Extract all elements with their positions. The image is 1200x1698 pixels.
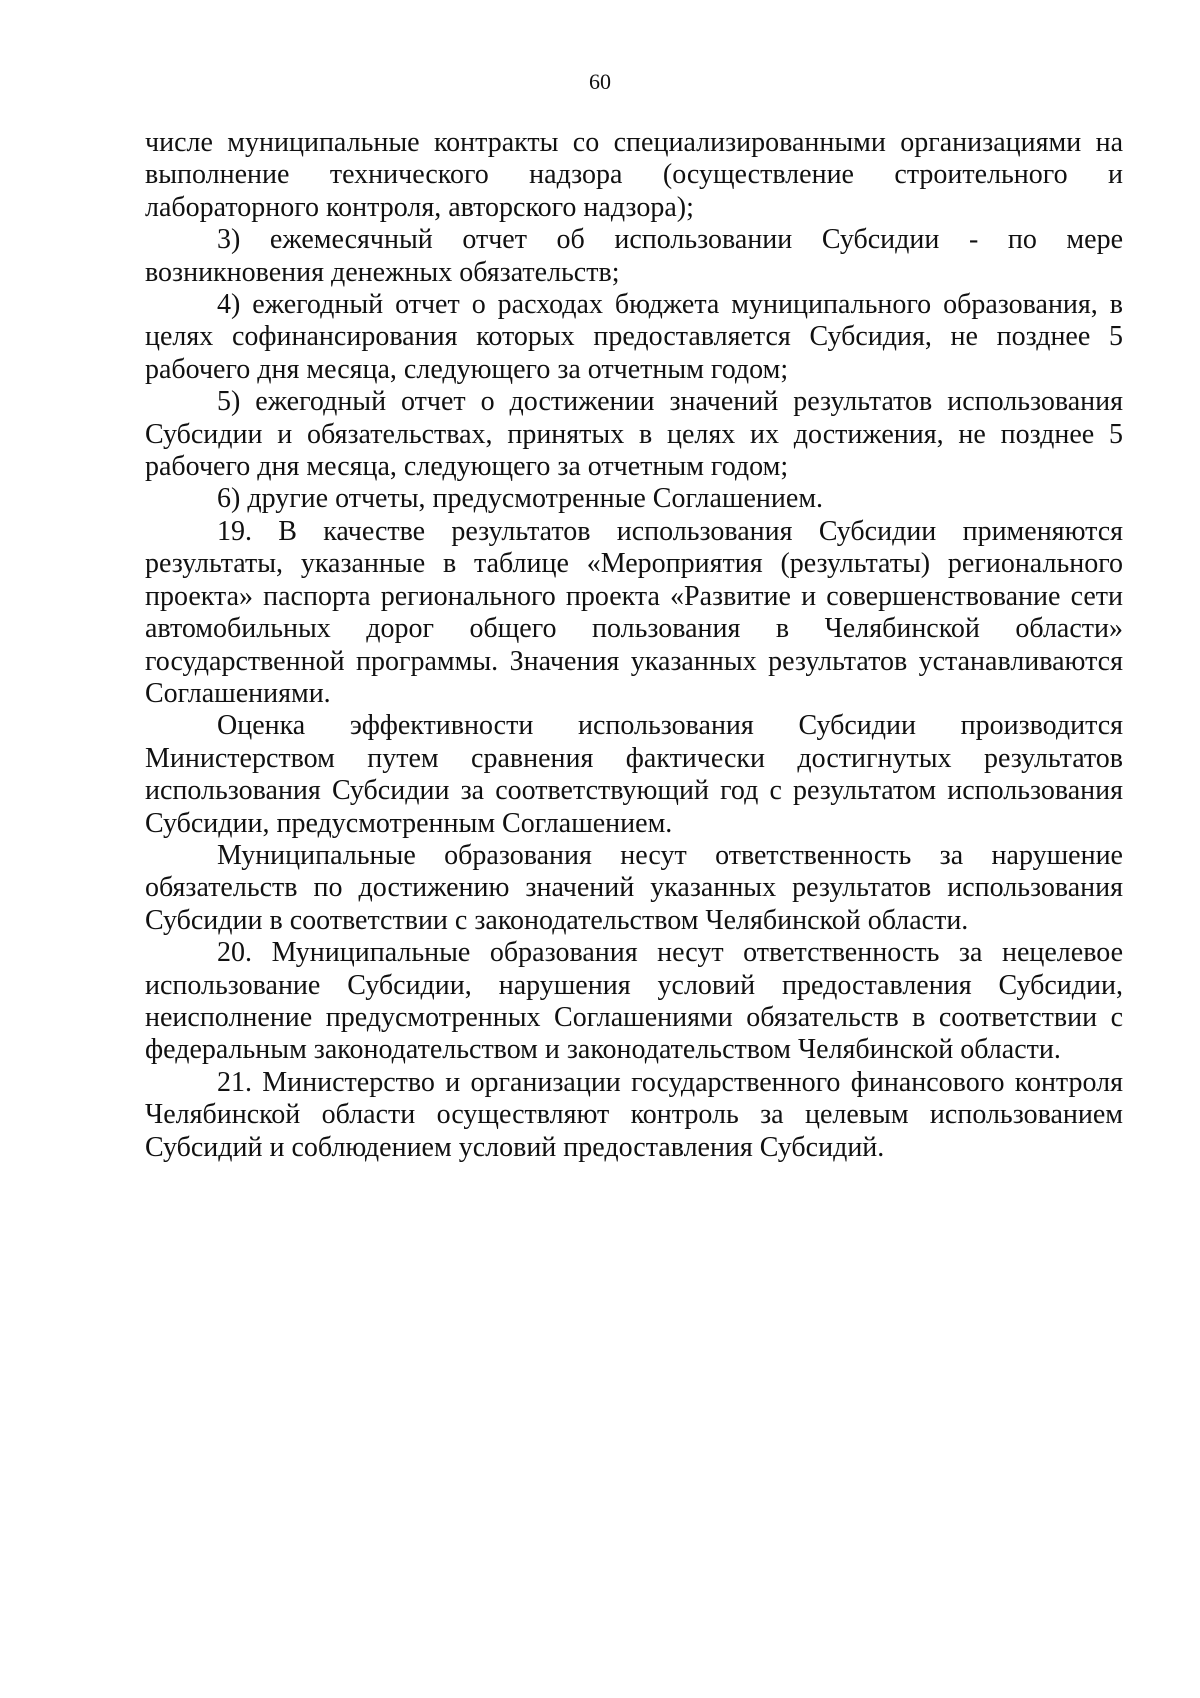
paragraph-continuation: числе муниципальные контракты со специализированными организациями на выполнение технического надзора (осуществление строительного и лабораторного контроля, авторского надзора); bbox=[145, 127, 1123, 223]
paragraph-item-4: 4) ежегодный отчет о расходах бюджета муниципального образования, в целях софинансирования которых предоставляется Субсидия, не позднее 5 рабочего дня месяца, следующего за отчетным годом; bbox=[145, 289, 1123, 385]
paragraph-clause-20: 20. Муниципальные образования несут ответственность за нецелевое использование Субсидии, нарушения условий предоставления Субсидии, неисполнение предусмотренных Соглашениями обязательств в соответствии с федеральным законодательством и законодательством Челябинской области. bbox=[145, 937, 1123, 1066]
paragraph-clause-21: 21. Министерство и организации государственного финансового контроля Челябинской области осуществляют контроль за целевым использованием Субсидий и соблюдением условий предоставления Субсидий. bbox=[145, 1066, 1123, 1163]
paragraph-efficiency-assessment: Оценка эффективности использования Субсидии производится Министерством путем сравнения фактически достигнутых результатов использования Субсидии за соответствующий год с результатом использования Субсидии, предусмотренным Соглашением. bbox=[145, 710, 1123, 839]
paragraph-item-5: 5) ежегодный отчет о достижении значений результатов использования Субсидии и обязательствах, принятых в целях их достижения, не позднее 5 рабочего дня месяца, следующего за отчетным годом; bbox=[145, 386, 1123, 483]
paragraph-item-6: 6) другие отчеты, предусмотренные Соглашением. bbox=[217, 483, 824, 515]
paragraph-item-3: 3) ежемесячный отчет об использовании Субсидии - по мере возникновения денежных обязательств; bbox=[145, 224, 1123, 288]
page-number: 60 bbox=[589, 69, 611, 94]
paragraph-responsibility: Муниципальные образования несут ответственность за нарушение обязательств по достижению значений указанных результатов использования Субсидии в соответствии с законодательством Челябинской области. bbox=[145, 839, 1123, 936]
document-body bbox=[145, 127, 1123, 1164]
paragraph-clause-19: 19. В качестве результатов использования Субсидии применяются результаты, указанные в таблице «Мероприятия (результаты) регионального проекта» паспорта регионального проекта «Развитие и совершенствование сети автомобильных дорог общего пользования в Челябинской области» государственной программы. Значения указанных результатов устанавливаются Соглашениями. bbox=[145, 515, 1123, 709]
